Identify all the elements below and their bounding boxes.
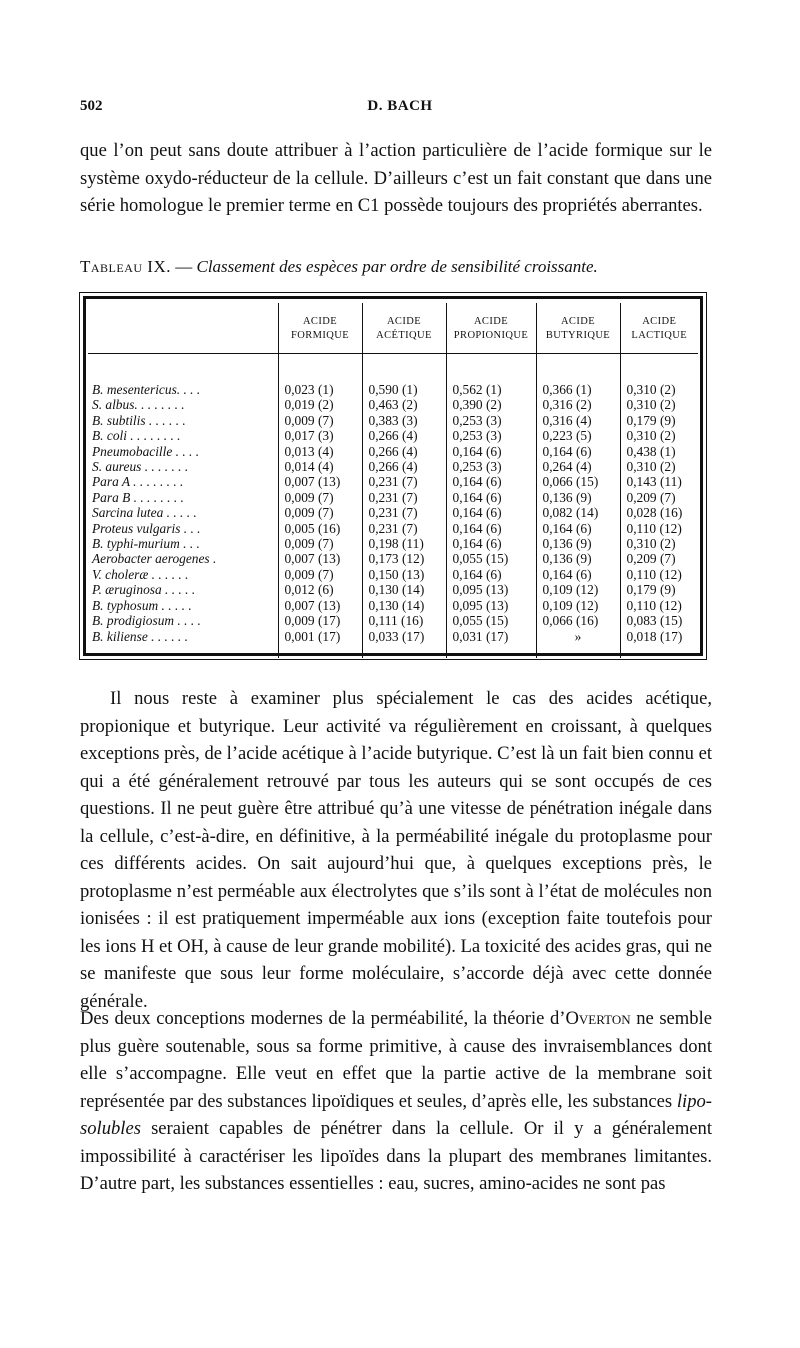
table-row: [88, 598, 698, 613]
species-cell: B. typhi-murium . . .: [92, 536, 200, 552]
author-name: Overton: [565, 1008, 631, 1029]
value-cell: 0,018 (17): [620, 629, 698, 658]
value-cell: 0,066 (15): [536, 474, 620, 489]
value-cell: 0,438 (1): [620, 444, 698, 459]
value-cell: 0,136 (9): [536, 490, 620, 505]
species-cell: S. albus. . . . . . . .: [92, 397, 185, 413]
value-cell: 0,009 (17): [278, 613, 362, 628]
table-row: [88, 521, 698, 536]
value-cell: 0,366 (1): [536, 354, 620, 398]
value-cell: 0,266 (4): [362, 444, 446, 459]
value-cell: 0,164 (6): [446, 505, 536, 520]
value-cell: 0,028 (16): [620, 505, 698, 520]
col-header: ACIDE LACTIQUE: [620, 303, 698, 354]
value-cell: 0,130 (14): [362, 582, 446, 597]
table-row: [88, 444, 698, 459]
table-frame: [79, 292, 707, 660]
value-cell: 0,316 (2): [536, 397, 620, 412]
page-header: [80, 98, 720, 122]
table-body: [88, 354, 698, 658]
value-cell: 0,007 (13): [278, 474, 362, 489]
value-cell: 0,055 (15): [446, 613, 536, 628]
value-cell: 0,110 (12): [620, 598, 698, 613]
value-cell: 0,562 (1): [446, 354, 536, 398]
paragraph-3-part3: seraient capables de pénétrer dans la cellule. Or il y a généralement impossibilité à caractériser les lipoïdes dans la plupart des membranes limitantes. D’autre part, les substances essentielles : eau, sucres, amino-acides ne sont pas: [80, 1118, 712, 1194]
value-cell: 0,231 (7): [362, 474, 446, 489]
value-cell: 0,014 (4): [278, 459, 362, 474]
value-cell: 0,310 (2): [620, 459, 698, 474]
value-cell: 0,109 (12): [536, 582, 620, 597]
value-cell: 0,164 (6): [446, 444, 536, 459]
species-cell: Sarcina lutea . . . . .: [92, 505, 197, 521]
value-cell: 0,109 (12): [536, 598, 620, 613]
species-cell: Para B . . . . . . . .: [92, 489, 184, 505]
caption-dash: —: [175, 257, 193, 276]
value-cell: 0,264 (4): [536, 459, 620, 474]
species-cell: Para A . . . . . . . .: [92, 474, 184, 490]
value-cell: 0,019 (2): [278, 397, 362, 412]
value-cell: 0,095 (13): [446, 582, 536, 597]
value-cell: 0,009 (7): [278, 536, 362, 551]
species-cell: S. aureus . . . . . . .: [92, 459, 189, 475]
col-header: ACIDE BUTYRIQUE: [536, 303, 620, 354]
value-cell: 0,095 (13): [446, 598, 536, 613]
italic-term: lipo-solubles: [80, 1090, 712, 1139]
species-cell: B. subtilis . . . . . .: [92, 412, 186, 428]
species-cell: Proteus vulgaris . . .: [92, 520, 201, 536]
table-row: [88, 474, 698, 489]
value-cell: 0,164 (6): [536, 567, 620, 582]
value-cell: 0,007 (13): [278, 551, 362, 566]
caption-text: Classement des espèces par ordre de sensibilité croissante.: [196, 257, 598, 276]
value-cell: 0,209 (7): [620, 551, 698, 566]
sensitivity-table: [88, 303, 698, 658]
paragraph-2: Il nous reste à examiner plus spécialement le cas des acides acétique, propionique et butyrique. Leur activité va régulièrement en croissant, à quelques exceptions près, de l’acide acétique à l’acide butyrique. C’est là un fait bien connu et qui a été généralement retrouvé par tous les auteurs qui se sont occupés de ces questions. Il ne peut guère être attribué qu’à une vitesse de pénétration inégale dans la cellule, c’est-à-dire, en définitive, à la perméabilité inégale du protoplasme pour ces différents acides. On sait aujourd’hui que, à quelques exceptions près, le protoplasme n’est perméable aux électrolytes que s’ils sont à l’état de molécules non ionisées : il est pratiquement imperméable aux ions (exception faite toutefois pour les ions H et OH, à cause de leur grande mobilité). La toxicité des acides gras, qui ne se manifeste que sous leur forme moléculaire, s’accorde déjà avec cette donnée générale.: [80, 688, 712, 1012]
table-row: [88, 551, 698, 566]
value-cell: 0,164 (6): [446, 490, 536, 505]
value-cell: 0,223 (5): [536, 428, 620, 443]
value-cell: 0,143 (11): [620, 474, 698, 489]
page-number: 502: [80, 98, 103, 114]
intro-paragraph: que l’on peut sans doute attribuer à l’action particulière de l’acide formique sur le système oxydo-réducteur de la cellule. D’ailleurs c’est un fait constant que dans une série homologue le premier terme en C1 possède toujours des propriétés aberrantes.: [80, 140, 712, 216]
species-cell: P. æruginosa . . . . .: [92, 582, 196, 598]
paragraph-3: [80, 1005, 712, 1198]
value-cell: »: [536, 629, 620, 658]
paragraph-3-part1: Des deux conceptions modernes de la perméabilité, la théorie d’: [80, 1008, 566, 1029]
value-cell: 0,013 (4): [278, 444, 362, 459]
value-cell: 0,310 (2): [620, 536, 698, 551]
value-cell: 0,253 (3): [446, 413, 536, 428]
col-header: ACIDE PROPIONIQUE: [446, 303, 536, 354]
table-row: [88, 397, 698, 412]
caption-label: Tableau IX.: [80, 257, 171, 276]
col-header: ACIDE ACÉTIQUE: [362, 303, 446, 354]
value-cell: 0,173 (12): [362, 551, 446, 566]
table-row: [88, 354, 698, 398]
running-head: D. BACH: [367, 98, 433, 114]
value-cell: 0,005 (16): [278, 521, 362, 536]
value-cell: 0,110 (12): [620, 521, 698, 536]
value-cell: 0,055 (15): [446, 551, 536, 566]
species-cell: B. kiliense . . . . . .: [92, 628, 188, 644]
value-cell: 0,083 (15): [620, 613, 698, 628]
table-row: [88, 613, 698, 628]
table-row: [88, 490, 698, 505]
value-cell: 0,009 (7): [278, 505, 362, 520]
value-cell: 0,209 (7): [620, 490, 698, 505]
species-cell: Aerobacter aerogenes .: [92, 551, 217, 567]
value-cell: 0,110 (12): [620, 567, 698, 582]
value-cell: 0,164 (6): [536, 444, 620, 459]
value-cell: 0,164 (6): [446, 567, 536, 582]
value-cell: 0,033 (17): [362, 629, 446, 658]
species-cell: B. typhosum . . . . .: [92, 597, 192, 613]
table-header-row: [88, 303, 698, 354]
value-cell: 0,130 (14): [362, 598, 446, 613]
value-cell: 0,383 (3): [362, 413, 446, 428]
table-row: [88, 428, 698, 443]
value-cell: 0,009 (7): [278, 413, 362, 428]
value-cell: 0,463 (2): [362, 397, 446, 412]
header-blank: [88, 303, 278, 354]
value-cell: 0,150 (13): [362, 567, 446, 582]
value-cell: 0,001 (17): [278, 629, 362, 658]
value-cell: 0,111 (16): [362, 613, 446, 628]
species-cell: V. choleræ . . . . . .: [92, 566, 189, 582]
value-cell: 0,198 (11): [362, 536, 446, 551]
value-cell: 0,164 (6): [446, 521, 536, 536]
table-row: [88, 505, 698, 520]
table-row: [88, 413, 698, 428]
table-caption: [80, 257, 720, 277]
value-cell: 0,012 (6): [278, 582, 362, 597]
value-cell: 0,590 (1): [362, 354, 446, 398]
table-row: [88, 567, 698, 582]
value-cell: 0,066 (16): [536, 613, 620, 628]
value-cell: 0,390 (2): [446, 397, 536, 412]
value-cell: 0,136 (9): [536, 536, 620, 551]
value-cell: 0,266 (4): [362, 428, 446, 443]
value-cell: 0,009 (7): [278, 490, 362, 505]
value-cell: 0,164 (6): [446, 474, 536, 489]
species-cell: Pneumobacille . . . .: [92, 443, 200, 459]
species-cell: B. prodigiosum . . . .: [92, 613, 201, 629]
value-cell: 0,082 (14): [536, 505, 620, 520]
value-cell: 0,231 (7): [362, 521, 446, 536]
value-cell: 0,310 (2): [620, 428, 698, 443]
table-row: [88, 629, 698, 658]
value-cell: 0,031 (17): [446, 629, 536, 658]
value-cell: 0,164 (6): [536, 521, 620, 536]
value-cell: 0,231 (7): [362, 505, 446, 520]
table-row: [88, 536, 698, 551]
value-cell: 0,253 (3): [446, 459, 536, 474]
value-cell: 0,253 (3): [446, 428, 536, 443]
value-cell: 0,007 (13): [278, 598, 362, 613]
value-cell: 0,017 (3): [278, 428, 362, 443]
value-cell: 0,179 (9): [620, 413, 698, 428]
value-cell: 0,310 (2): [620, 397, 698, 412]
value-cell: 0,023 (1): [278, 354, 362, 398]
species-cell: B. mesentericus. . . .: [92, 382, 201, 397]
col-header: ACIDE FORMIQUE: [278, 303, 362, 354]
value-cell: 0,179 (9): [620, 582, 698, 597]
value-cell: 0,009 (7): [278, 567, 362, 582]
table-row: [88, 582, 698, 597]
table-row: [88, 459, 698, 474]
value-cell: 0,316 (4): [536, 413, 620, 428]
value-cell: 0,231 (7): [362, 490, 446, 505]
value-cell: 0,136 (9): [536, 551, 620, 566]
paragraph-3-part2: ne semble plus guère soutenable, sous sa forme primitive, à cause des invraisemblances dont elle s’accompagne. Elle veut en effet que la partie active de la membrane soit représentée par des substances lipoïdiques et seules, d’après elle, les substances: [80, 1008, 712, 1112]
species-cell: B. coli . . . . . . . .: [92, 428, 181, 444]
value-cell: 0,266 (4): [362, 459, 446, 474]
value-cell: 0,164 (6): [446, 536, 536, 551]
value-cell: 0,310 (2): [620, 354, 698, 398]
